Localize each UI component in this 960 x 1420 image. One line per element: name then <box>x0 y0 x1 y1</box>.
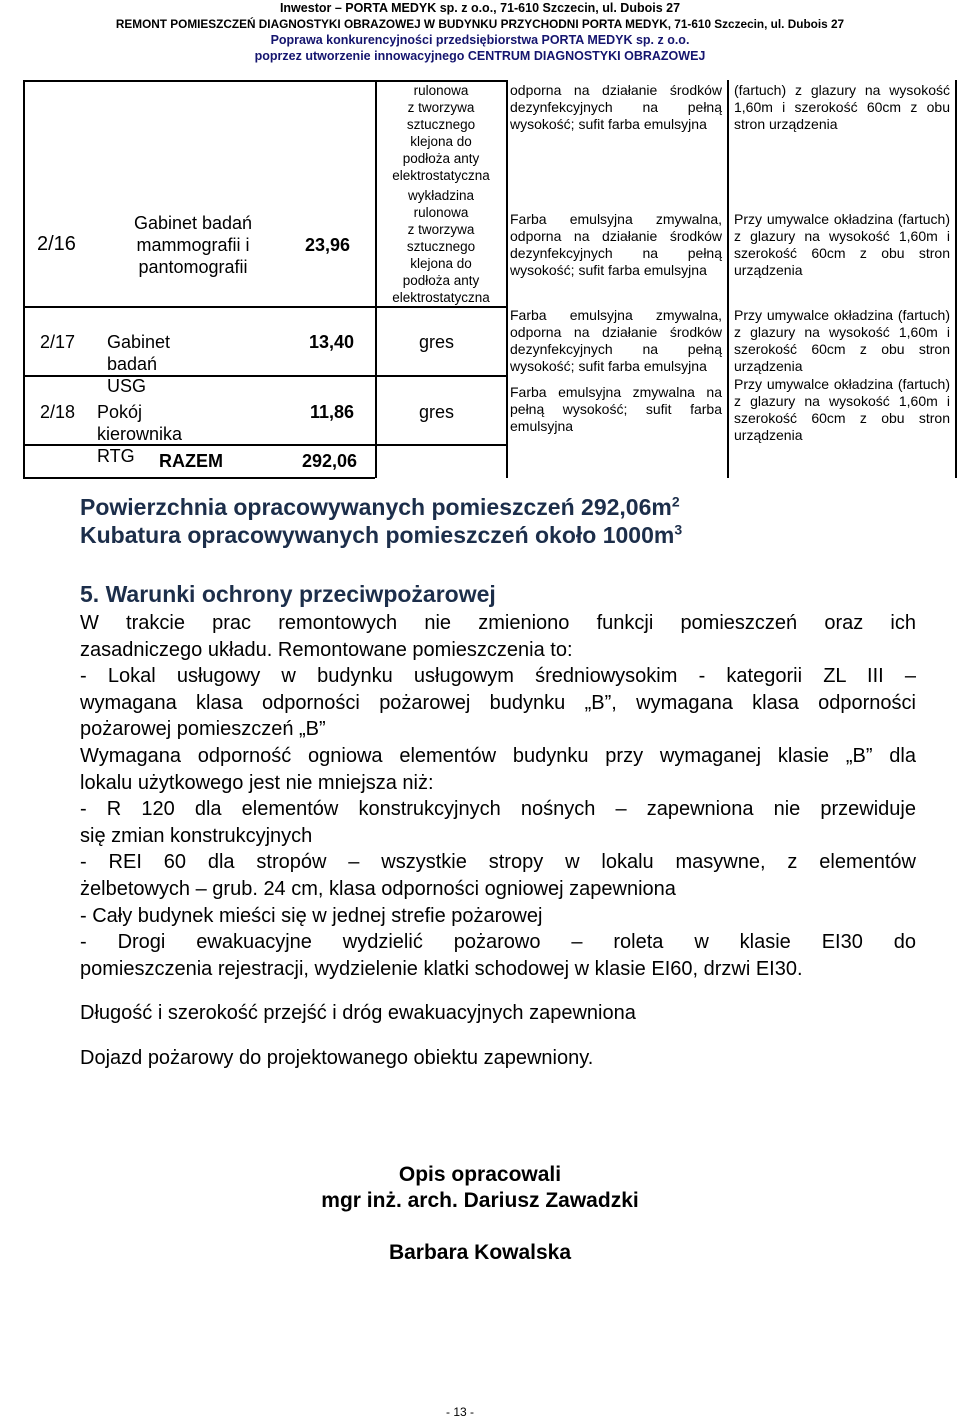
room-area: 23,96 <box>305 235 351 255</box>
table-border <box>955 80 957 478</box>
header-program-line: Poprawa konkurencyjności przedsiębiorstwa PORTA MEDYK sp. z o.o. <box>270 33 690 47</box>
table-border <box>23 477 375 479</box>
header-investor: Inwestor – PORTA MEDYK sp. z o.o., 71-610 Szczecin, ul. Dubois 27 <box>279 1 681 15</box>
wall-cell: Farba emulsyjna zmywalna na pełną wysokość; sufit farba emulsyjna <box>510 384 722 434</box>
area-summary <box>80 493 682 549</box>
table-border <box>506 80 508 478</box>
list-item: - REI 60 dla stropów – wszystkie stropy w lokalu masywne, z elementów <box>80 851 916 874</box>
table-border <box>727 80 729 478</box>
total-volume-text: Kubatura opracowywanych pomieszczeń około 1000m <box>80 522 675 548</box>
fire-protection-section <box>80 580 916 1072</box>
room-number: 2/17 <box>40 332 76 352</box>
floor-cell: gres <box>419 332 455 352</box>
page-number: - 13 - <box>445 1405 474 1419</box>
header-project-title: REMONT POMIESZCZEŃ DIAGNOSTYKI OBRAZOWEJ W BUDYNKU PRZYCHODNI PORTA MEDYK, 71-610 Szczecin, ul. Dubois 27 <box>115 17 845 31</box>
list-item: - R 120 dla elementów konstrukcyjnych nośnych – zapewniona nie przewiduje <box>80 798 916 821</box>
table-border <box>23 80 25 478</box>
note-cell: Przy umywalce okładzina (fartuch) z glazury na wysokość 1,60m i szerokość 60cm z obu stron urządzenia <box>734 376 950 443</box>
paragraph-line: się zmian konstrukcyjnych <box>80 824 313 847</box>
signature-author: mgr inż. arch. Dariusz Zawadzki <box>321 1189 639 1212</box>
total-volume-line <box>80 521 682 549</box>
wall-cell: Farba emulsyjna zmywalna, odporna na działanie środków dezynfekcyjnych na pełną wysokość; sufit farba emulsyjna <box>510 211 722 278</box>
room-name: Pokój kierownika RTG <box>97 402 183 466</box>
note-cell: Przy umywalce okładzina (fartuch) z glazury na wysokość 1,60m i szerokość 60cm z obu stron urządzenia <box>734 307 950 374</box>
signature-author: Barbara Kowalska <box>388 1241 572 1264</box>
room-area: 13,40 <box>309 332 355 352</box>
table-border <box>23 444 507 446</box>
section-heading: 5. Warunki ochrony przeciwpożarowej <box>80 581 496 607</box>
unit-superscript: 2 <box>671 493 680 510</box>
room-area: 11,86 <box>310 402 355 422</box>
room-name: Gabinet badań USG <box>107 332 171 396</box>
header-program-line-2: poprzez utworzenie innowacyjnego CENTRUM DIAGNOSTYKI OBRAZOWEJ <box>254 49 706 63</box>
wall-cell-continued: odporna na działanie środków dezynfekcyjnych na pełną wysokość; sufit farba emulsyjna <box>510 82 722 132</box>
paragraph-line: pożarowej pomieszczeń „B” <box>80 718 326 741</box>
list-item: - Lokal usługowy w budynku usługowym średniowysokim - kategorii ZL III – <box>80 665 916 688</box>
total-area: 292,06 <box>302 451 358 471</box>
list-item: - Cały budynek mieści się w jednej strefie pożarowej <box>80 904 543 927</box>
total-area-line <box>80 493 682 521</box>
unit-superscript: 3 <box>674 521 683 538</box>
room-number: 2/18 <box>40 402 76 422</box>
signature-heading: Opis opracowali <box>398 1163 562 1186</box>
paragraph-line: Dojazd pożarowy do projektowanego obiektu zapewniony. <box>80 1046 594 1069</box>
paragraph-line: lokalu użytkowego jest nie mniejsza niż: <box>80 771 434 794</box>
paragraph-line: Wymagana odporność ogniowa elementów budynku przy wymaganej klasie „B” dla <box>80 744 916 767</box>
room-number: 2/16 <box>37 233 76 255</box>
wall-cell: Farba emulsyjna zmywalna, odporna na działanie środków dezynfekcyjnych na pełną wysokość; sufit farba emulsyjna <box>510 307 722 374</box>
table-border <box>23 375 507 377</box>
floor-cell-continued: rulonowa z tworzywa sztucznego klejona do podłoża anty elektrostatyczna <box>392 83 490 183</box>
floor-cell: gres <box>419 402 455 422</box>
paragraph-line: zasadniczego układu. Remontowane pomieszczenia to: <box>80 638 573 661</box>
table-border <box>23 306 507 308</box>
room-name: Gabinet badań mammografii i pantomografii <box>133 213 253 277</box>
total-label: RAZEM <box>159 451 223 471</box>
document-header <box>0 0 960 64</box>
note-cell-continued: (fartuch) z glazury na wysokość 1,60m i szerokość 60cm z obu stron urządzenia <box>734 82 950 132</box>
paragraph-line: W trakcie prac remontowych nie zmieniono funkcji pomieszczeń oraz ich <box>80 612 916 634</box>
floor-cell: wykładzina rulonowa z tworzywa sztucznego klejona do podłoża anty elektrostatyczna <box>392 188 490 305</box>
paragraph-line: wymagana klasa odporności pożarowej budynku „B”, wymagana klasa odporności <box>80 691 916 714</box>
paragraph-line: pomieszczenia rejestracji, wydzielenie klatki schodowej w klasie EI60, drzwi EI30. <box>80 957 803 980</box>
note-cell: Przy umywalce okładzina (fartuch) z glazury na wysokość 1,60m i szerokość 60cm z obu stron urządzenia <box>734 211 950 278</box>
list-item: - Drogi ewakuacyjne wydzielić pożarowo – roleta w klasie EI30 do <box>80 931 916 954</box>
paragraph-line: żelbetowych – grub. 24 cm, klasa odporności ogniowej zapewniona <box>80 877 676 900</box>
total-area-text: Powierzchnia opracowywanych pomieszczeń 292,06m <box>80 494 672 520</box>
paragraph-line: Długość i szerokość przejść i dróg ewakuacyjnych zapewniona <box>80 1002 636 1025</box>
